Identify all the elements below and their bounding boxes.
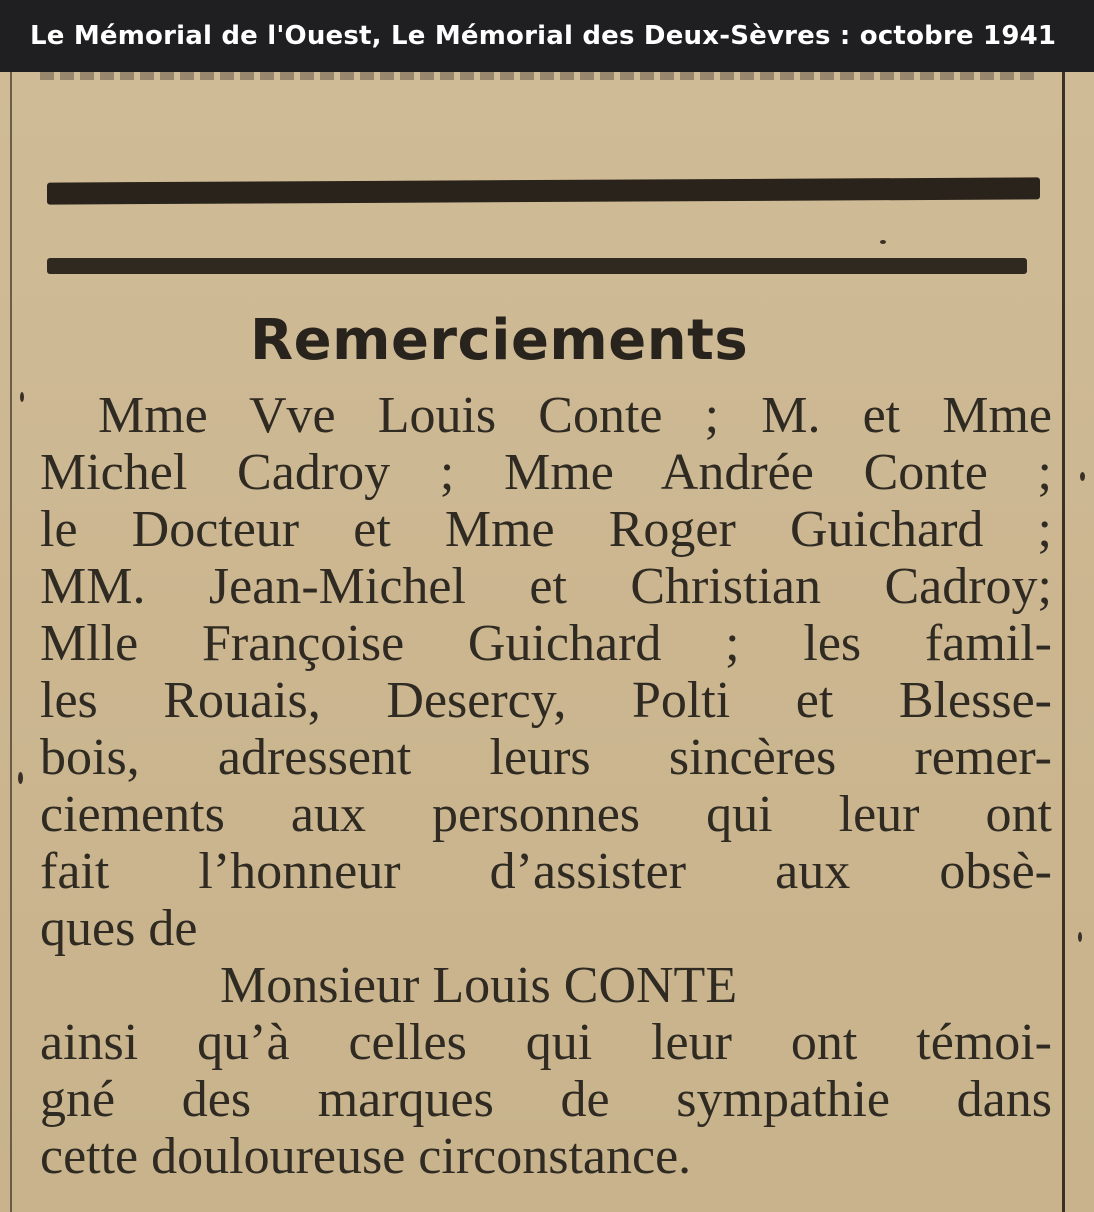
text-line: cette douloureuse circonstance. [40,1128,692,1185]
text-line: MM. Jean-Michel et Christian Cadroy; [40,558,1052,615]
text-line: fait l’honneur d’assister aux obsè- [40,843,1052,900]
text-line: Michel Cadroy ; Mme Andrée Conte ; [40,444,1052,501]
text-line: les Rouais, Desercy, Polti et Blesse- [40,672,1052,729]
ink-speck [20,392,24,402]
newspaper-clipping [0,72,1094,1212]
separator-rule-second [47,258,1027,274]
deceased-name: Monsieur Louis CONTE [220,957,738,1014]
text-line: bois, adressent leurs sincères remer- [40,729,1052,786]
window-title: Le Mémorial de l'Ouest, Le Mémorial des Deux-Sèvres : octobre 1941 [30,21,1057,51]
text-line: le Docteur et Mme Roger Guichard ; [40,501,1052,558]
column-rule-right [1062,72,1065,1212]
ink-speck [1080,472,1085,481]
text-line: ciements aux personnes qui leur ont [40,786,1052,843]
cut-off-text-line [40,72,1040,80]
text-line: gné des marques de sympathie dans [40,1071,1052,1128]
text-line: Mlle Françoise Guichard ; les famil- [40,615,1052,672]
notice-body [40,387,1052,1185]
column-rule-left [10,72,12,1212]
separator-rule-top [47,177,1040,204]
text-line: Mme Vve Louis Conte ; M. et Mme [98,387,1052,444]
ink-speck [18,772,23,784]
ink-speck [880,240,886,244]
text-line: ainsi qu’à celles qui leur ont témoi- [40,1014,1052,1071]
text-line: ques de [40,900,198,957]
notice-heading: Remerciements [250,308,749,373]
title-bar [0,0,1094,72]
ink-speck [1078,932,1082,942]
